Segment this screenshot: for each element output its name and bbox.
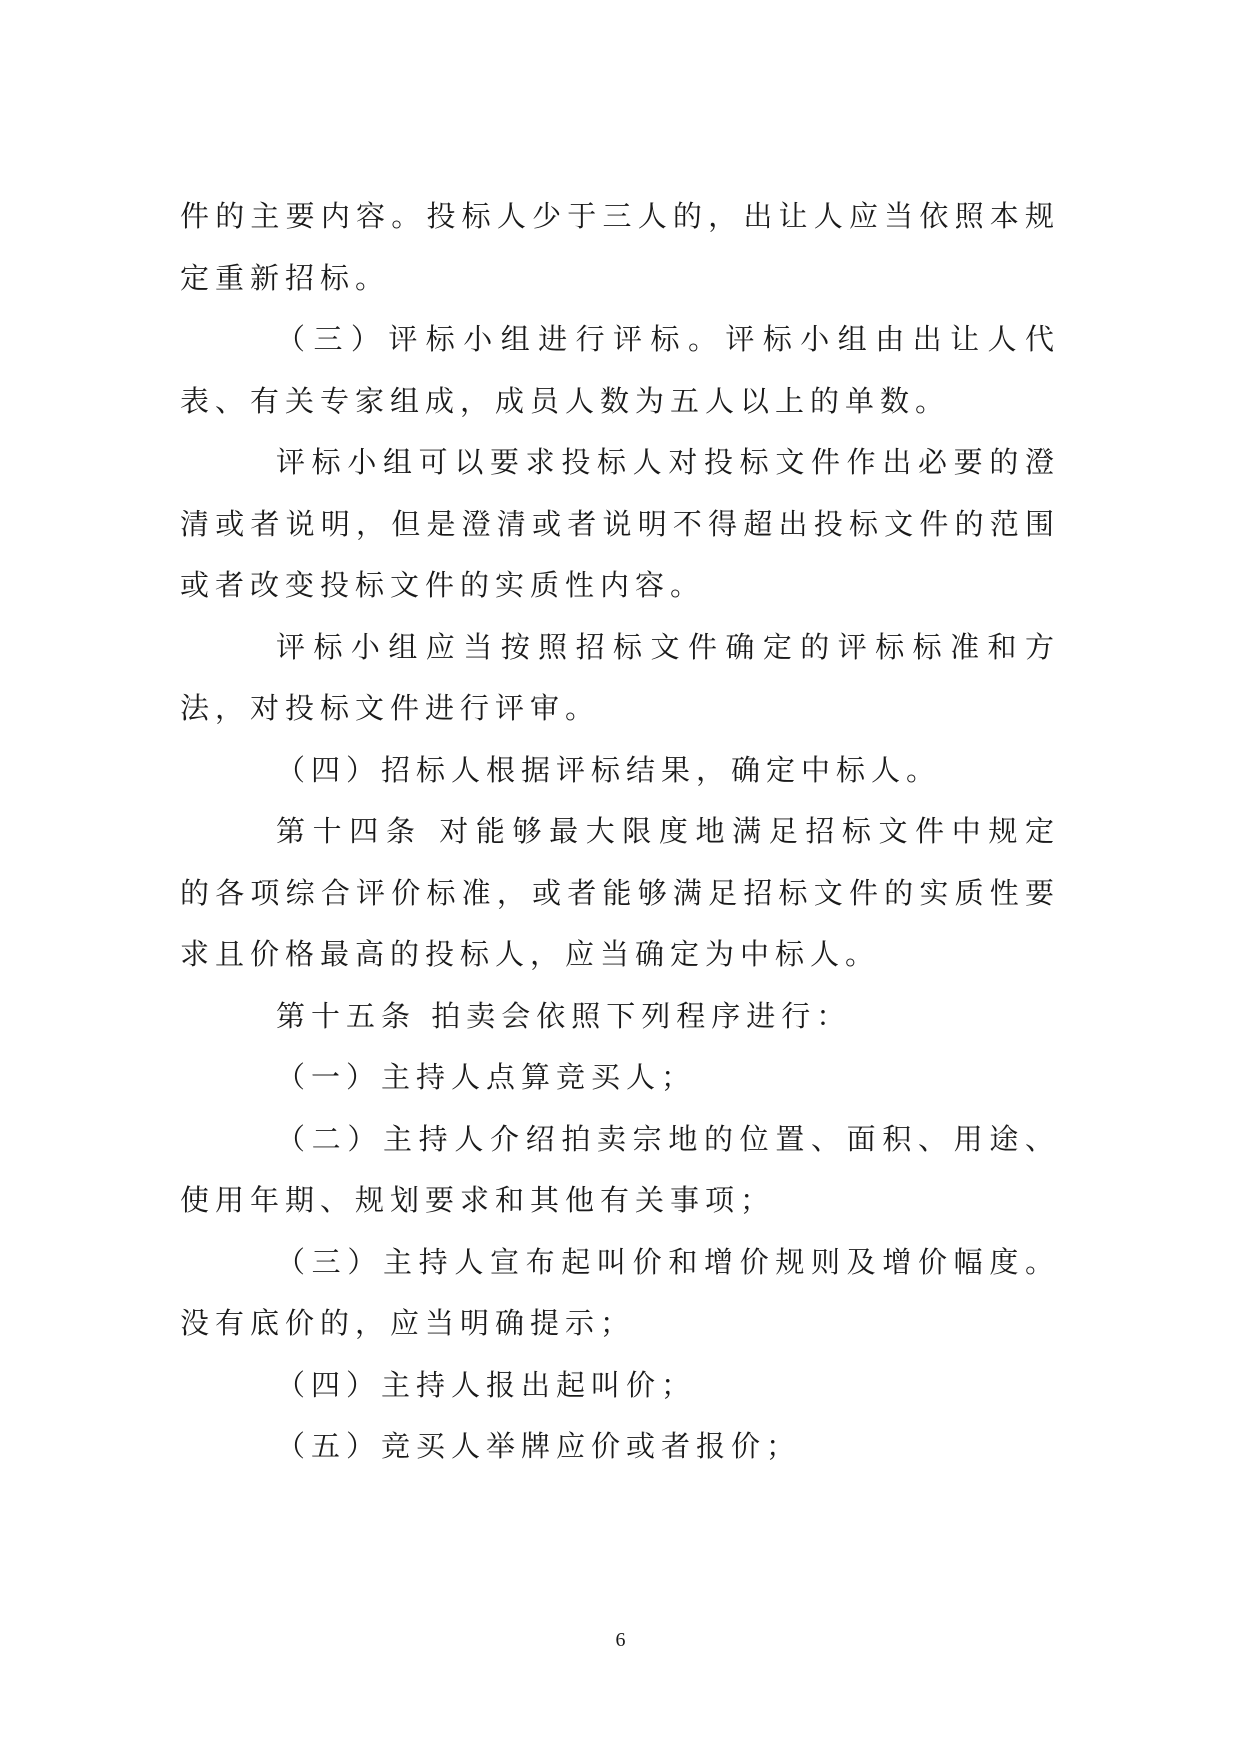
- paragraph-article-14: 第十四条 对能够最大限度地满足招标文件中规定的各项综合评价标准，或者能够满足招标文件的实质性要求且价格最高的投标人，应当确定为中标人。: [180, 814, 1060, 971]
- paragraph-auction-step-5: （五）竞买人举牌应价或者报价；: [276, 1429, 802, 1463]
- paragraph-item-4-winner: （四）招标人根据评标结果，确定中标人。: [276, 752, 942, 787]
- paragraph-auction-step-3: （三）主持人宣布起叫价和增价规则及增价幅度。没有底价的，应当明确提示；: [180, 1244, 1060, 1340]
- paragraph-continuation: 件的主要内容。投标人少于三人的，出让人应当依照本规定重新招标。: [180, 199, 1060, 295]
- paragraph-article-15: 第十五条 拍卖会依照下列程序进行：: [276, 998, 852, 1033]
- paragraph-auction-step-2: （二）主持人介绍拍卖宗地的位置、面积、用途、使用年期、规划要求和其他有关事项；: [180, 1121, 1060, 1217]
- page-number: 6: [615, 1629, 626, 1651]
- paragraph-review: 评标小组应当按照招标文件确定的评标标准和方法，对投标文件进行评审。: [180, 629, 1060, 725]
- document-body: [180, 186, 1060, 1478]
- paragraph-auction-step-4: （四）主持人报出起叫价；: [276, 1367, 697, 1402]
- paragraph-item-3-evaluation: （三）评标小组进行评标。评标小组由出让人代表、有关专家组成，成员人数为五人以上的单数。: [180, 322, 1060, 418]
- paragraph-clarification: 评标小组可以要求投标人对投标文件作出必要的澄清或者说明，但是澄清或者说明不得超出投标文件的范围或者改变投标文件的实质性内容。: [180, 445, 1060, 602]
- paragraph-auction-step-1: （一）主持人点算竞买人；: [276, 1060, 697, 1094]
